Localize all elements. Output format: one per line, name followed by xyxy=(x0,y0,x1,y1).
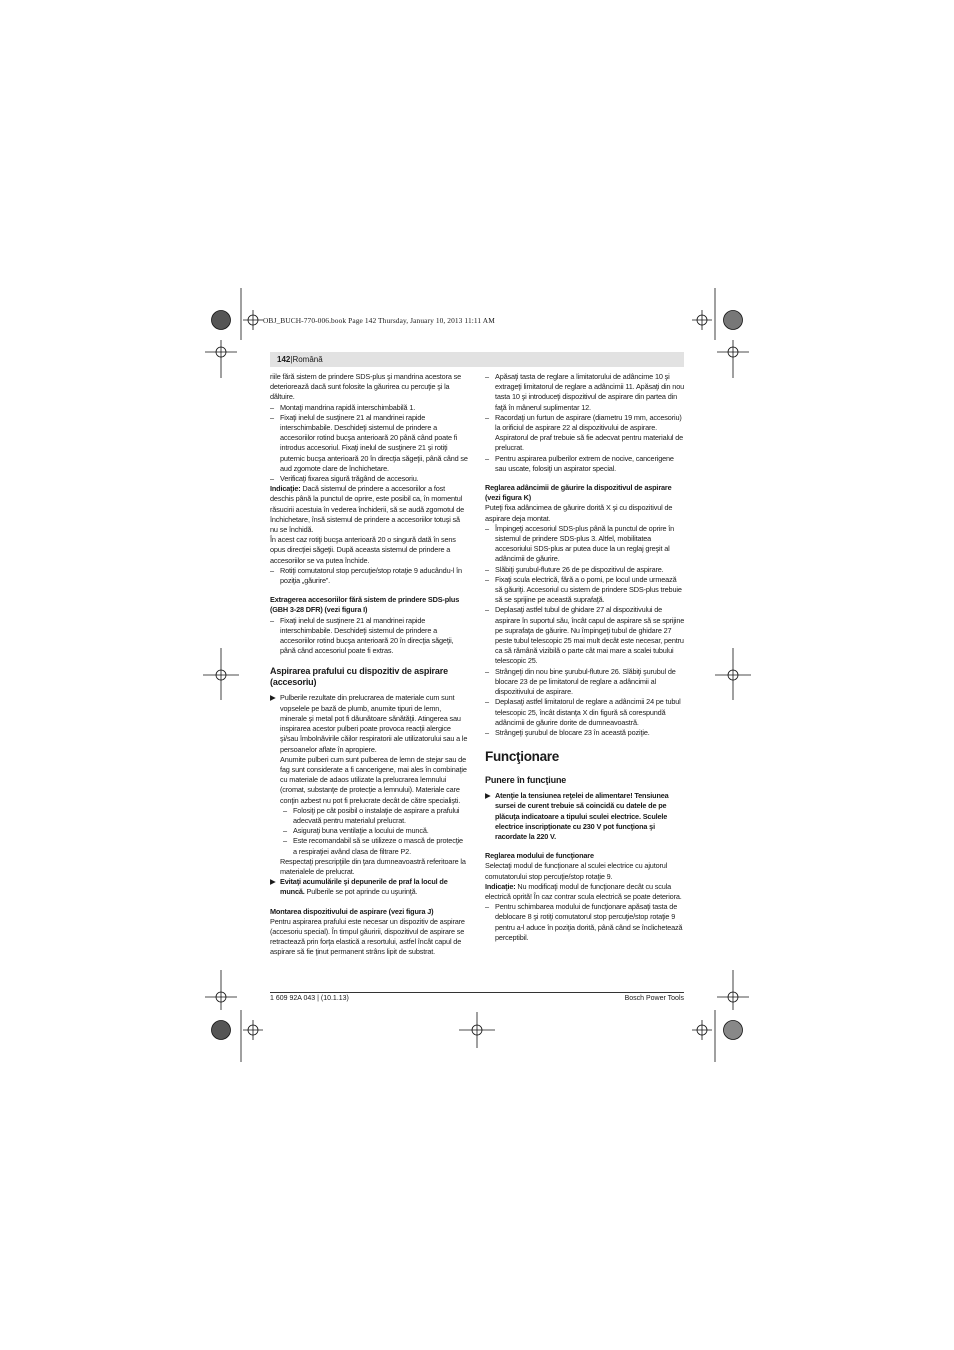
list-item: – Rotiţi comutatorul stop percuţie/stop rotaţie 9 aducându-l în poziţia „găurire”. xyxy=(270,565,462,586)
warning-item: ▶ Pulberile rezultate din prelucrarea de materiale cum sunt vopselele pe bază de plumb, anumite tipuri de lemn, minerale şi metal pot fi dăunătoare sănătăţii. Atingerea sau inspirarea acestor pulberi poate provoca reacţii alergice şi/sau îmbolnăvirile căilor respiratorii ale utilizatorului sau a le persoanelor aflate în apropiere. xyxy=(270,693,468,754)
list-item: – Pentru aspirarea pulberilor extrem de nocive, cancerigene sau uscate, folosiţi un aspirator special. xyxy=(485,453,674,473)
footer-rule xyxy=(270,992,684,993)
section-heading: Montarea dispozitivului de aspirare (vezi figura J) xyxy=(270,906,434,916)
paragraph: riile fără sistem de prindere SDS-plus şi mandrina acestora se deteriorează dacă sunt folosite la găurirea cu percuţie şi la dăltuire. xyxy=(270,372,462,402)
header-language: Română xyxy=(292,354,323,364)
page-header-bar xyxy=(270,352,684,367)
page-header xyxy=(277,355,323,364)
warning-item: ▶ Atenţie la tensiunea reţelei de alimentare! Tensiunea sursei de curent trebuie să coincidă cu datele de pe plăcuţa indicatoare a tipului sculei electrice. Sculele electrice inscripţionate cu 230 V pot funcţiona şi racordate la 220 V. xyxy=(485,791,669,841)
section-heading: Reglarea adâncimii de găurire la dispozitivul de aspirare (vezi figura K) xyxy=(485,483,672,503)
list-item: – Pentru schimbarea modului de funcţionare apăsaţi tasta de deblocare 8 şi rotiţi comutatorul stop percuţie/stop rotaţie 9 pentru a-l aduce în poziţia dorită, până când se înclichetează perceptibil. xyxy=(485,902,683,942)
list-item: – Deplasaţi astfel limitatorul de reglare a adâncimii 24 pe tubul telescopic 25, încât distanţa X din figură să corespundă adâncimii de găurire dorite de dumneavoastră. xyxy=(485,697,681,727)
registration-mark-bottom-left xyxy=(205,970,263,1062)
list-item: – Strângeţi din nou bine şurubul-fluture 26. Slăbiţi şurubul de blocare 23 de pe limitatorul de reglare a adâncimii al dispozitivului de aspirare. xyxy=(485,666,676,697)
registration-mark-mid-left xyxy=(203,648,239,700)
section-heading: Aspirarea prafului cu dispozitiv de aspirare (accesoriu) xyxy=(270,666,448,688)
registration-mark-bottom-center xyxy=(459,1012,495,1048)
list-item: – Apăsaţi tasta de reglare a limitatorului de adâncime 10 şi extrageţi limitatorul de reglare a adâncimii 11. Apăsaţi din nou tasta 10 şi introduceţi dispozitivul de aspirare din partea din faţă în mânerul suplimentar 12. xyxy=(485,372,685,412)
paragraph: Anumite pulberi cum sunt pulberea de lemn de stejar sau de fag sunt considerate a fi cancerigene, mai ales în combinaţie cu materiale de adaos utilizate la prelucrarea lemnului (cromat, substanţe de protecţie a lemnului). Materiale care conţin azbest nu pot fi prelucrate decât de către specialişti. xyxy=(280,754,467,805)
note: Indicaţie: Nu modificaţi modul de funcţionare decât cu scula electrică oprită! În caz contrar scula electrică se poate deteriora. xyxy=(485,881,682,901)
paragraph: Respectaţi prescripţiile din ţara dumneavoastră referitoare la materialele de prelucrat. xyxy=(280,856,466,876)
chapter-heading: Funcţionare xyxy=(485,749,559,765)
paragraph: Pentru aspirarea prafului este necesar un dispozitiv de aspirare (accesoriu special). În timpul găuririi, dispozitivul de aspirare se retractează prin forţa elastică a resortului, astfel încât capul de aspirare să fie ţinut permanent strâns lipit de substrat. xyxy=(270,916,465,957)
footer-doc-number: 1 609 92A 043 | (10.1.13) xyxy=(270,995,349,1002)
header-separator: | xyxy=(290,354,293,364)
registration-mark-top-left xyxy=(205,288,263,378)
section-heading: Reglarea modului de funcţionare xyxy=(485,851,594,861)
footer-brand: Bosch Power Tools xyxy=(624,995,684,1002)
paragraph: Selectaţi modul de funcţionare al sculei electrice cu ajutorul comutatorului stop percuţie/stop rotaţie 9. xyxy=(485,861,668,881)
left-column xyxy=(270,372,468,958)
print-slug: OBJ_BUCH-770-006.book Page 142 Thursday, January 10, 2013 11:11 AM xyxy=(263,316,495,325)
page-number: 142 xyxy=(277,354,291,364)
paragraph: În acest caz rotiţi bucşa anterioară 20 o singură dată în sens opus direcţiei săgeţii. După aceasta sistemul de prindere a accesoriilor se va putea închide. xyxy=(270,535,456,565)
list-item: – Împingeţi accesoriul SDS-plus până la punctul de oprire în sistemul de prindere SDS-plus 3. Altfel, mobilitatea accesoriului SDS-plus ar putea duce la un reglaj greşit al adâncimii de găurire. xyxy=(485,523,675,564)
registration-mark-top-right xyxy=(692,288,749,378)
list-item: – Montaţi mandrina rapidă interschimbabilă 1. xyxy=(270,402,416,412)
section-heading: Punere în funcţiune xyxy=(485,775,567,786)
list-item: – Fixaţi inelul de susţinere 21 al mandrinei rapide interschimbabile. Deschideţi sistemul de prindere a accesoriilor rotind bucşa anterioară 20 în direcţia săgeţii, până când accesoriul poate fi extras. xyxy=(270,615,454,656)
list-item: – Strângeţi şurubul de blocare 23 în această poziţie. xyxy=(485,727,650,737)
list-item: – Asiguraţi buna ventilaţie a locului de muncă. xyxy=(283,826,429,836)
list-item: – Fixaţi inelul de susţinere 21 al mandrinei rapide interschimbabile. Deschideţi sistemul de prindere a accesoriilor rotind bucşa anterioară 20 până când poate fi introdus accesoriul. Fixaţi inelul de susţinere 21 şi rotiţi puternic bucşa anterioară 20 în direcţia săgeţii, până când se aud zgomote clare de închichetare. xyxy=(270,412,468,473)
note: Indicaţie: Dacă sistemul de prindere a accesoriilor a fost deschis până la punctul de oprire, este posibil ca, în momentul răsucirii acestuia în vederea închiderii, să se audă zgomotul de închichetare, însă sistemul de prindere a accesoriilor totuşi să nu se închidă. xyxy=(270,484,465,535)
list-item: – Fixaţi scula electrică, fără a o porni, pe locul unde urmează să găuriţi. Accesoriul cu sistem de prindere SDS-plus trebuie să se sprijine pe această suprafaţă. xyxy=(485,574,682,605)
section-heading: Extragerea accesoriilor fără sistem de prindere SDS-plus (GBH 3-28 DFR) (vezi figura I) xyxy=(270,595,460,615)
registration-mark-mid-right xyxy=(715,648,751,700)
right-column xyxy=(485,372,685,943)
list-item: – Este recomandabil să se utilizeze o mască de protecţie a respiraţiei având clasa de filtrare P2. xyxy=(283,836,463,856)
list-item: – Folosiţi pe cât posibil o instalaţie de aspirare a prafului adecvată pentru materialul prelucrat. xyxy=(283,805,460,825)
list-item: – Verificaţi fixarea sigură trăgând de accesoriu. xyxy=(270,474,419,484)
warning-item: ▶ Evitaţi acumulările şi depunerile de praf la locul de muncă. Pulberile se pot aprinde cu uşurinţă. xyxy=(270,877,448,897)
list-item: – Slăbiţi şurubul-fluture 26 de pe dispozitivul de aspirare. xyxy=(485,564,664,574)
list-item: – Racordaţi un furtun de aspirare (diametru 19 mm, accesoriu) la orificiul de aspirare 22 al dispozitivului de aspirare. Aspiratorul de praf trebuie să fie adecvat pentru materialul de prelucrat. xyxy=(485,412,684,453)
paragraph: Puteţi fixa adâncimea de găurire dorită X şi cu dispozitivul de aspirare deja montat. xyxy=(485,503,673,523)
list-item: – Deplasaţi astfel tubul de ghidare 27 al dispozitivului de aspirare în suportul său, încât capul de aspirare să se sprijine pe suprafaţa de găurire. Nu împingeţi tubul de ghidare 27 peste tubul telescopic 25 mai mult decât este necesar, pentru ca să rămână vizibilă o parte cât mai mare a scalei tubului telescopic 25. xyxy=(485,605,685,666)
registration-mark-bottom-right xyxy=(692,970,749,1062)
